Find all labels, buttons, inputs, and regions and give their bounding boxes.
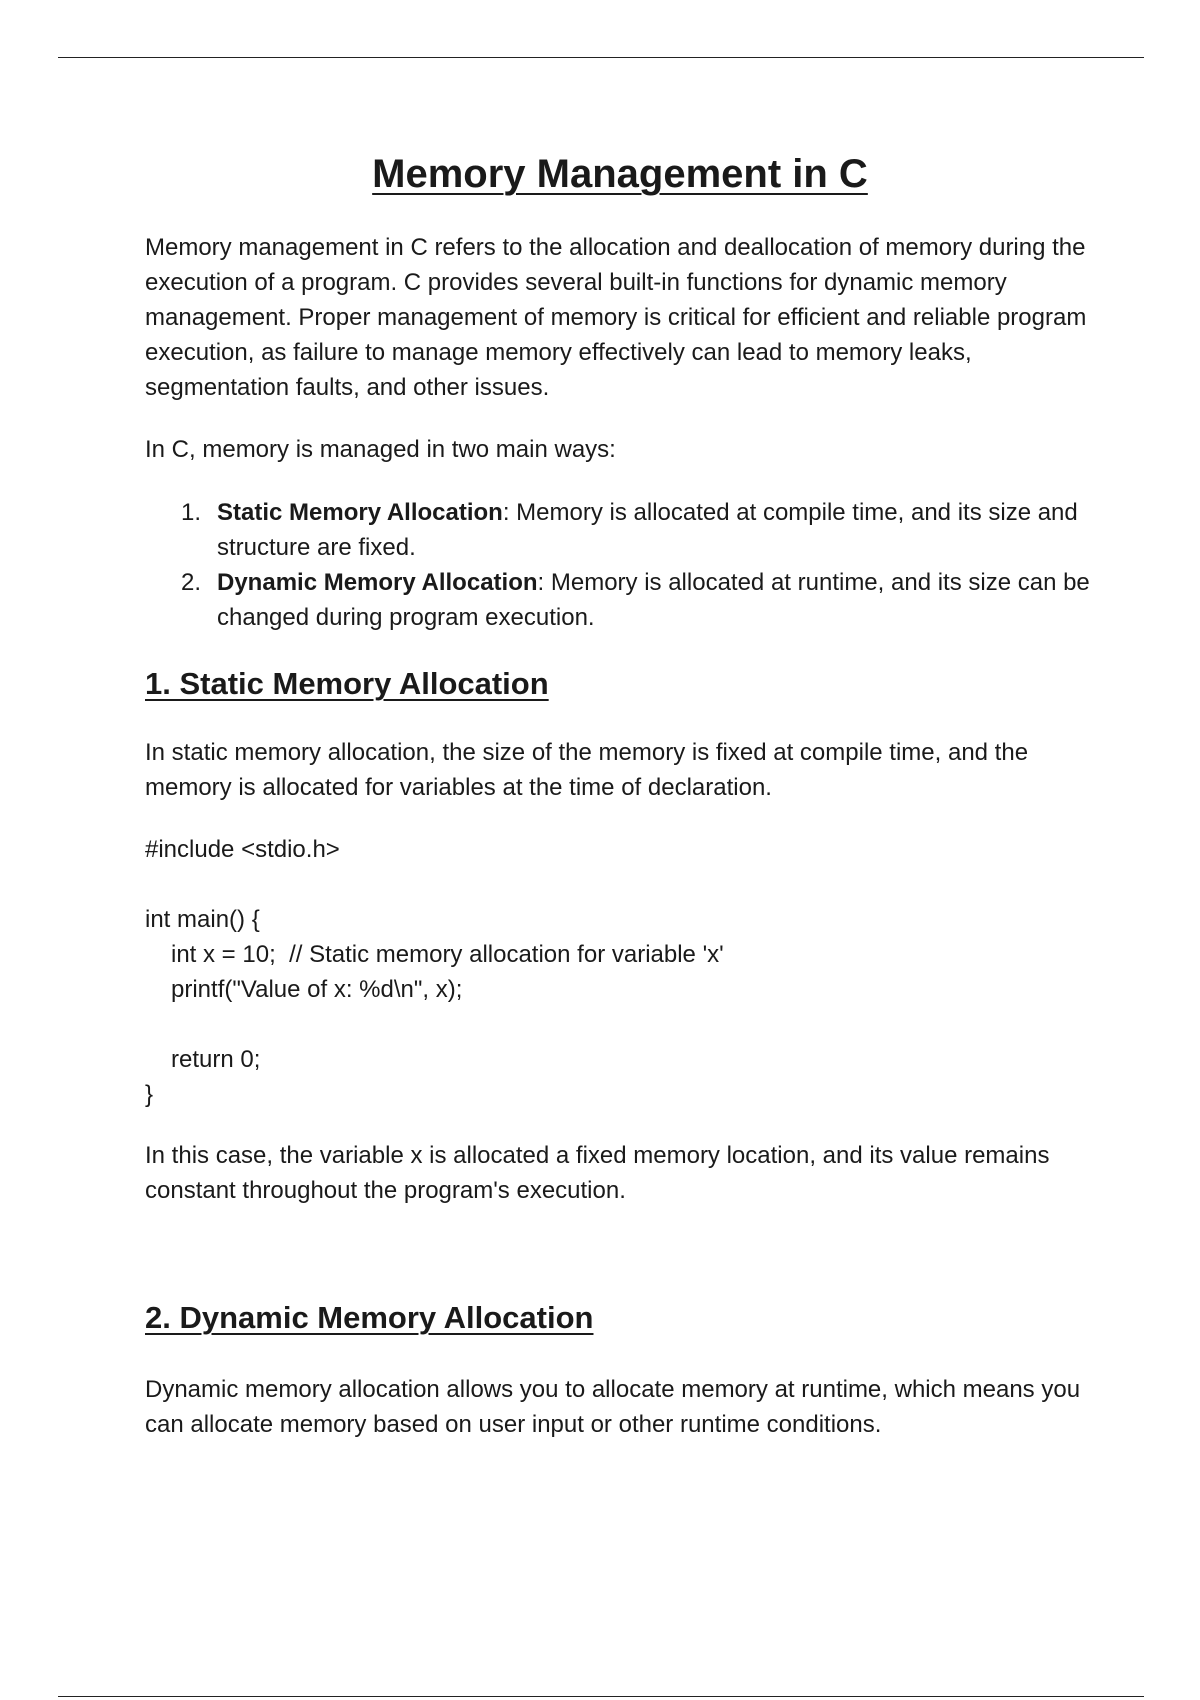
code-line: printf("Value of x: %d\n", x); [171,976,463,1003]
allocation-types-list [145,495,1095,635]
code-line: #include <stdio.h> [145,836,340,863]
section-heading-static: 1. Static Memory Allocation [145,666,549,701]
list-item [145,495,1095,565]
list-item-term: Dynamic Memory Allocation [217,569,538,596]
code-line: return 0; [171,1046,261,1073]
static-description: In static memory allocation, the size of the memory is fixed at compile time, and the memory is allocated for variables at the time of declaration. [145,739,1029,801]
page-title: Memory Management in C [372,152,868,196]
static-after-code-paragraph: In this case, the variable x is allocated a fixed memory location, and its value remains constant throughout the program's execution. [145,1142,1050,1204]
list-item-description: : Memory is allocated at runtime, and its size can be changed during program execution. [217,569,1090,631]
code-line: int main() { [145,906,260,933]
code-line: int x = 10; // Static memory allocation for variable 'x' [171,941,724,968]
code-line: } [145,1081,154,1108]
list-item-number: 2. [181,569,202,596]
dynamic-description: Dynamic memory allocation allows you to allocate memory at runtime, which means you can allocate memory based on user input or other runtime conditions. [145,1376,1081,1438]
list-item-term: Static Memory Allocation [217,499,503,526]
intro-paragraph: Memory management in C refers to the allocation and deallocation of memory during the execution of a program. C provides several built-in functions for dynamic memory management. Proper management of memory is critical for efficient and reliable program execution, as failure to manage memory effectively can lead to memory leaks, segmentation faults, and other issues. [145,234,1087,401]
list-item-number: 1. [181,499,202,526]
list-item [145,565,1095,635]
section-heading-dynamic: 2. Dynamic Memory Allocation [145,1300,594,1335]
code-line [145,867,1095,902]
bottom-rule [58,1696,1144,1697]
ways-intro-paragraph: In C, memory is managed in two main ways: [145,436,616,463]
code-example [145,832,1095,1112]
code-line [145,1007,1095,1042]
top-rule [58,57,1144,58]
list-item-description: : Memory is allocated at compile time, and its size and structure are fixed. [217,499,1078,561]
